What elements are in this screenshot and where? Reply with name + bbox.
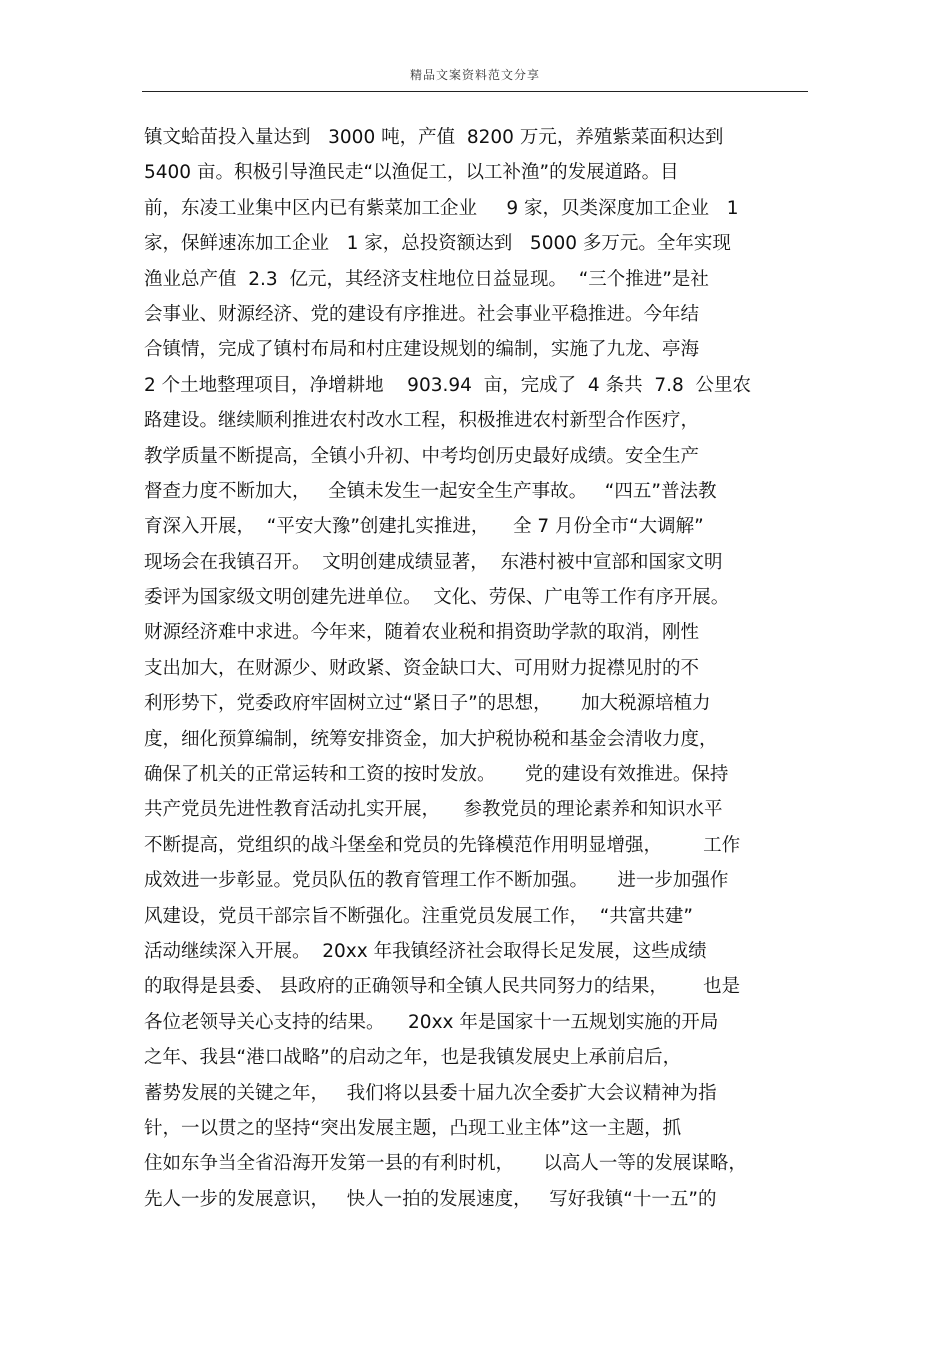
body-line: 5400 亩。积极引导渔民走“以渔促工，以工补渔”的发展道路。目 — [144, 162, 679, 184]
body-line: 确保了机关的正常运转和工资的按时发放。 党的建设有效推进。保持 — [144, 764, 729, 786]
body-line: 财源经济难中求进。今年来，随着农业税和捐资助学款的取消，刚性 — [144, 622, 700, 644]
body-line: 利形势下，党委政府牢固树立过“紧日子”的思想， 加大税源培植力 — [144, 693, 711, 715]
body-line: 委评为国家级文明创建先进单位。 文化、劳保、广电等工作有序开展。 — [144, 587, 730, 609]
body-line: 针，一以贯之的坚持“突出发展主题，凸现工业主体”这一主题，抓 — [144, 1117, 682, 1139]
body-line: 镇文蛤苗投入量达到 3000 吨，产值 8200 万元，养殖紫菜面积达到 — [144, 127, 724, 148]
body-line: 2 个土地整理项目，净增耕地 903.94 亩，完成了 4 条共 7.8 公里农 — [144, 374, 752, 396]
body-line: 共产党员先进性教育活动扎实开展， 参教党员的理论素养和知识水平 — [144, 799, 723, 821]
body-line: 成效进一步彰显。党员队伍的教育管理工作不断加强。 进一步加强作 — [144, 870, 729, 892]
body-line: 合镇情，完成了镇村布局和村庄建设规划的编制，实施了九龙、亭海 — [144, 339, 700, 361]
body-line: 路建设。继续顺利推进农村改水工程，积极推进农村新型合作医疗， — [144, 410, 700, 432]
body-line: 住如东争当全省沿海开发第一县的有利时机， 以高人一等的发展谋略， — [144, 1153, 747, 1175]
body-line: 家，保鲜速冻加工企业 1 家，总投资额达到 5000 多万元。全年实现 — [144, 233, 731, 255]
body-line: 不断提高，党组织的战斗堡垒和党员的先锋模范作用明显增强， 工作 — [144, 834, 741, 856]
body-line: 先人一步的发展意识， 快人一拍的发展速度， 写好我镇“十一五”的 — [144, 1188, 717, 1210]
body-line: 蓄势发展的关键之年， 我们将以县委十届九次全委扩大会议精神为指 — [144, 1082, 717, 1104]
body-line: 度，细化预算编制，统筹安排资金，加大护税协税和基金会清收力度， — [144, 728, 718, 750]
body-line: 育深入开展， “平安大豫”创建扎实推进， 全 7 月份全市“大调解” — [144, 516, 704, 538]
body-line: 风建设，党员干部宗旨不断强化。注重党员发展工作， “共富共建” — [144, 905, 693, 927]
header-divider — [142, 91, 808, 92]
body-line: 活动继续深入开展。 20xx 年我镇经济社会取得长足发展，这些成绩 — [144, 940, 707, 962]
body-line: 现场会在我镇召开。 文明创建成绩显著， 东港村被中宣部和国家文明 — [144, 551, 723, 573]
body-line: 支出加大，在财源少、财政紧、资金缺口大、可用财力捉襟见肘的不 — [144, 657, 700, 679]
document-body — [144, 120, 808, 1217]
page-header-title: 精品文案资料范文分享 — [409, 68, 540, 82]
body-line: 各位老领导关心支持的结果。 20xx 年是国家十一五规划实施的开局 — [144, 1011, 719, 1033]
body-line: 前，东凌工业集中区内已有紫菜加工企业 9 家，贝类深度加工企业 1 — [144, 197, 739, 219]
body-line: 教学质量不断提高，全镇小升初、中考均创历史最好成绩。安全生产 — [144, 445, 700, 467]
body-line: 会事业、财源经济、党的建设有序推进。社会事业平稳推进。今年结 — [144, 303, 700, 325]
body-line: 之年、我县“港口战略”的启动之年，也是我镇发展史上承前启后， — [144, 1047, 682, 1069]
body-line: 渔业总产值 2.3 亿元，其经济支柱地位日益显现。 “三个推进”是社 — [144, 268, 709, 290]
body-line: 督查力度不断加大， 全镇未发生一起安全生产事故。 “四五”普法教 — [144, 480, 717, 502]
body-line: 的取得是县委、 县政府的正确领导和全镇人民共同努力的结果， 也是 — [144, 976, 741, 998]
